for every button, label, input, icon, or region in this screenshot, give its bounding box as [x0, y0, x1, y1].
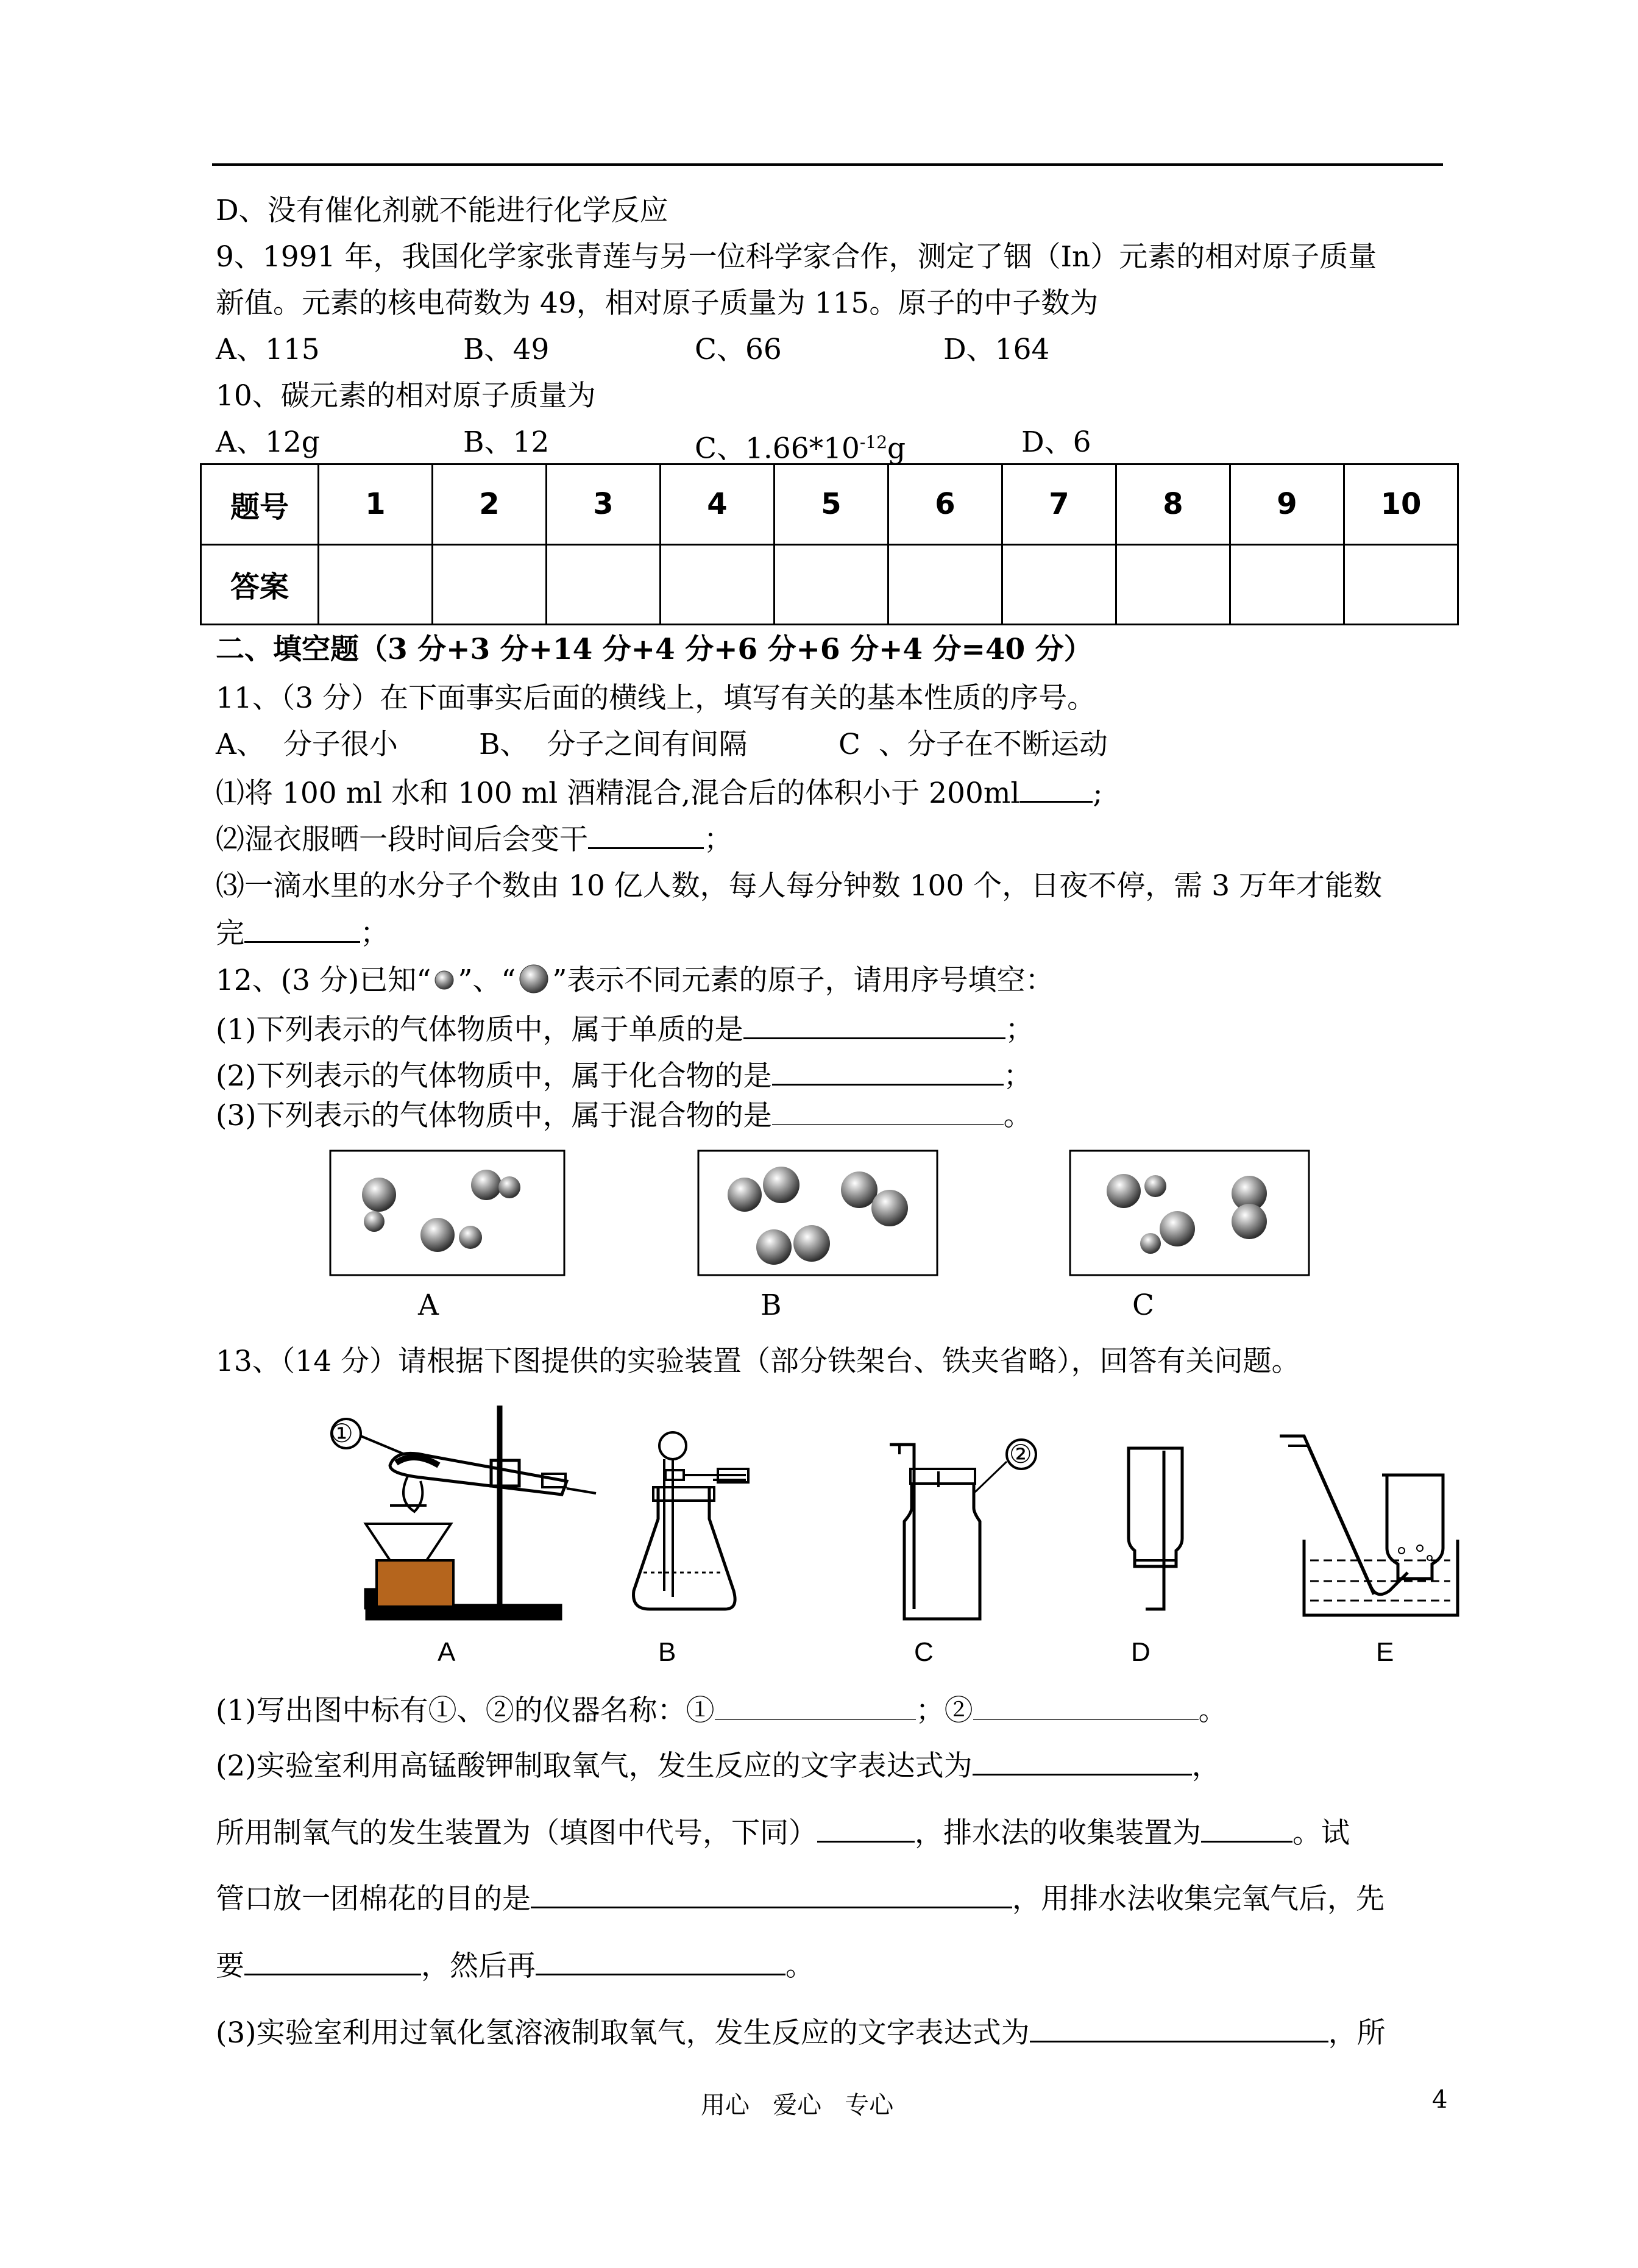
- molecule-label-b: B: [760, 1289, 782, 1322]
- q10-option-c-text: C、1.66*10: [695, 432, 860, 466]
- q13-item3-end: ，所: [1328, 2016, 1386, 2050]
- apparatus-d: [1129, 1448, 1182, 1609]
- q10-option-a: A、12g: [216, 425, 320, 459]
- q13-item2-blank-equation[interactable]: [973, 1747, 1192, 1776]
- q13-item2-line4: [216, 1947, 814, 1985]
- q10-option-b: B、12: [463, 425, 550, 459]
- q13-item2-line1: [216, 1747, 1221, 1785]
- q13-item2-text-c1: 管口放一团棉花的目的是: [216, 1882, 531, 1916]
- q13-item1-text-a: (1)写出图中标有①、②的仪器名称：①: [216, 1694, 715, 1727]
- q11-item2-end: ；: [704, 823, 732, 856]
- q13-item1-blank-1[interactable]: [715, 1692, 916, 1720]
- q9-option-d: D、164: [943, 333, 1050, 366]
- q13-item3-text: (3)实验室利用过氧化氢溶液制取氧气，发生反应的文字表达式为: [216, 2016, 1030, 2050]
- apparatus-marker-2: ②: [1009, 1439, 1032, 1469]
- q12-stem-b: ”、“: [458, 964, 516, 997]
- answer-table-number: 7: [1002, 464, 1116, 545]
- q13-item2-line2: [216, 1814, 1350, 1852]
- q9-option-b: B、49: [463, 333, 550, 366]
- answer-table-number: 3: [547, 464, 661, 545]
- q12-item3-end: 。: [1003, 1099, 1032, 1132]
- q13-item3: [216, 2014, 1386, 2052]
- q13-item2-text-a-end: ，: [1191, 1749, 1221, 1783]
- q11-option-b: B、 分子之间有间隔: [479, 728, 748, 761]
- answer-table-number: 8: [1116, 464, 1230, 545]
- apparatus-label-a: A: [438, 1637, 456, 1667]
- q11-option-a: A、 分子很小: [216, 728, 398, 761]
- q10-option-c-exponent: -12: [859, 432, 888, 452]
- q13-item2-text-d1: 要: [216, 1949, 244, 1983]
- answer-table-number: 6: [888, 464, 1002, 545]
- apparatus-label-d: D: [1131, 1637, 1150, 1667]
- q9-option-a: A、115: [216, 333, 320, 366]
- footer-motto: 用心 爱心 专心: [701, 2091, 894, 2119]
- page-number: 4: [1432, 2086, 1448, 2114]
- answer-table-number: 2: [433, 464, 547, 545]
- q12-item2-text: (2)下列表示的气体物质中，属于化合物的是: [216, 1059, 772, 1093]
- q13-item1-blank-2[interactable]: [973, 1692, 1199, 1720]
- q13-item2-blank-cotton[interactable]: [531, 1880, 1012, 1908]
- q13-item3-blank-equation[interactable]: [1030, 2014, 1328, 2042]
- section2-title: 二、填空题（3 分+3 分+14 分+4 分+6 分+6 分+4 分=40 分）: [216, 633, 1093, 666]
- q13-item2-line3: [216, 1880, 1384, 1918]
- q12-item3-text: (3)下列表示的气体物质中，属于混合物的是: [216, 1099, 772, 1132]
- answer-table-answer-label: 答案: [201, 544, 319, 625]
- q11-item3-end: ；: [360, 917, 389, 950]
- q13-item2-text-a: (2)实验室利用高锰酸钾制取氧气，发生反应的文字表达式为: [216, 1749, 973, 1783]
- q13-item2-blank-generator[interactable]: [817, 1814, 915, 1843]
- q9-option-c: C、66: [695, 333, 782, 366]
- q13-item2-text-d2: ，然后再: [421, 1949, 536, 1983]
- apparatus-a: [332, 1406, 596, 1619]
- apparatus-e: [1280, 1436, 1458, 1615]
- q9-stem-line1: 9、1991 年，我国化学家张青莲与另一位科学家合作，测定了铟（In）元素的相对原子质量: [216, 240, 1377, 274]
- q13-stem: 13、（14 分）请根据下图提供的实验装置（部分铁架台、铁夹省略），回答有关问题。: [216, 1345, 1300, 1378]
- apparatus-label-b: B: [658, 1637, 676, 1667]
- apparatus-label-c: C: [914, 1637, 934, 1667]
- q13-item1-text-b: ；②: [915, 1694, 973, 1727]
- q11-option-c: C 、分子在不断运动: [838, 728, 1108, 761]
- q11-item1-end: ;: [1093, 777, 1103, 810]
- q11-stem: 11、（3 分）在下面事实后面的横线上，填写有关的基本性质的序号。: [216, 681, 1096, 715]
- q12-stem-c: ”表示不同元素的原子，请用序号填空：: [552, 964, 1054, 997]
- q13-item2-text-b-end: 。试: [1292, 1816, 1350, 1850]
- q12-item2-end: ；: [1003, 1059, 1032, 1093]
- apparatus-label-e: E: [1376, 1637, 1394, 1667]
- q8-option-d: D、没有催化剂就不能进行化学反应: [216, 194, 668, 227]
- q13-item1: [216, 1692, 1227, 1729]
- molecule-label-a: A: [418, 1289, 439, 1322]
- answer-table-head-label: 题号: [201, 464, 319, 545]
- apparatus-b: [634, 1432, 748, 1609]
- q13-item1-end: 。: [1198, 1694, 1227, 1727]
- q11-item3-text: 完: [216, 917, 244, 950]
- q9-stem-line2: 新值。元素的核电荷数为 49，相对原子质量为 115。原子的中子数为: [216, 286, 1099, 320]
- q11-item1-text: ⑴将 100 ml 水和 100 ml 酒精混合,混合后的体积小于 200ml: [216, 777, 1020, 810]
- answer-table-number: 5: [775, 464, 888, 545]
- q11-item2-text: ⑵湿衣服晒一段时间后会变干: [216, 823, 588, 856]
- q13-item2-text-d-end: 。: [785, 1949, 814, 1983]
- q11-item3-line1: ⑶一滴水里的水分子个数由 10 亿人数，每人每分钟数 100 个，日夜不停，需 3 万年才能数: [216, 869, 1383, 903]
- q10-option-c-unit: g: [887, 432, 906, 466]
- q12-stem-a: 12、(3 分)已知“: [216, 964, 431, 997]
- molecule-label-c: C: [1132, 1289, 1154, 1322]
- q13-item2-blank-then[interactable]: [536, 1947, 785, 1975]
- q13-item2-text-c2: ，用排水法收集完氧气后，先: [1012, 1882, 1384, 1916]
- apparatus-marker-1: ①: [330, 1418, 353, 1448]
- answer-table-number: 4: [661, 464, 775, 545]
- answer-table-number: 10: [1344, 464, 1458, 545]
- q12-item1-end: ；: [1005, 1013, 1034, 1047]
- q10-stem: 10、碳元素的相对原子质量为: [216, 379, 596, 413]
- q13-item2-text-b2: ，排水法的收集装置为: [915, 1816, 1201, 1850]
- answer-table-number: 9: [1230, 464, 1344, 545]
- answer-table-number: 1: [319, 464, 433, 545]
- q13-item2-blank-first[interactable]: [244, 1947, 421, 1975]
- q10-option-d: D、6: [1021, 425, 1091, 459]
- q12-item1-text: (1)下列表示的气体物质中，属于单质的是: [216, 1013, 743, 1047]
- q13-item2-blank-collector[interactable]: [1201, 1814, 1292, 1843]
- q13-item2-text-b1: 所用制氧气的发生装置为（填图中代号，下同）: [216, 1816, 817, 1850]
